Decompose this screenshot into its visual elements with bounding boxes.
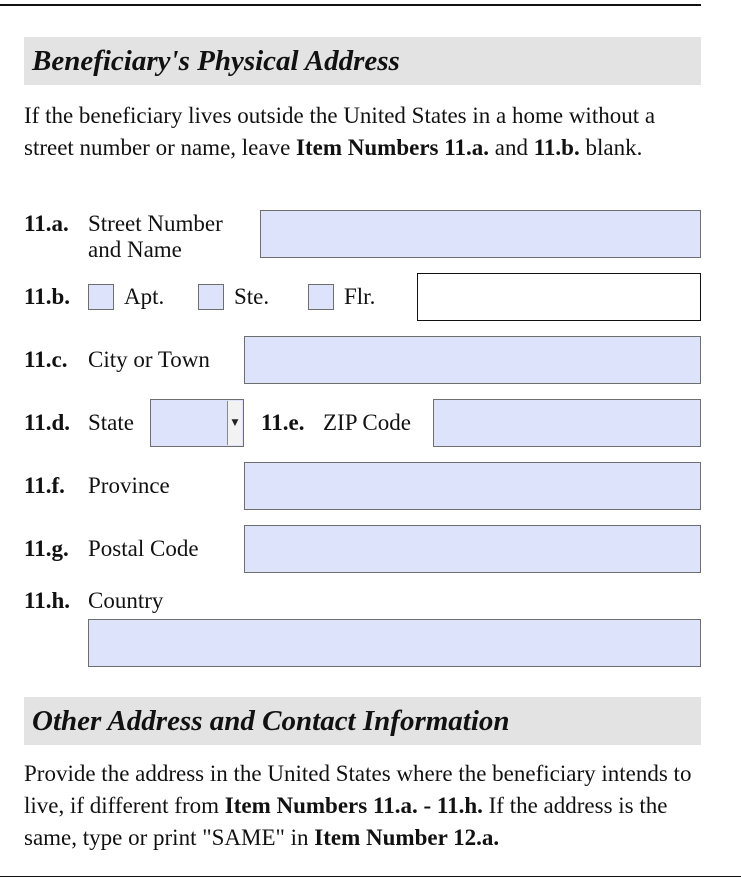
country-input[interactable]: [88, 619, 701, 667]
country-label: Country: [88, 588, 164, 613]
intro-bold-ref: Item Numbers 11.a.: [296, 135, 489, 160]
intro-bold-ref: 11.b.: [533, 135, 580, 160]
intro-text: blank.: [579, 135, 643, 160]
section-header-other-address: [24, 697, 701, 745]
street-number-name-input[interactable]: [260, 210, 701, 258]
dropdown-arrow-icon[interactable]: ▼: [227, 401, 242, 445]
item-number-11c: 11.c.: [24, 347, 68, 372]
section-intro-physical-address: [24, 100, 696, 164]
province-input[interactable]: [244, 462, 701, 510]
item-number-11a: 11.a.: [24, 211, 69, 236]
street-label-line2: and Name: [88, 237, 182, 262]
postal-code-input[interactable]: [244, 525, 701, 573]
city-town-input[interactable]: [244, 336, 701, 384]
item-number-11g: 11.g.: [24, 536, 69, 561]
state-label: State: [88, 410, 134, 435]
intro-text: If the beneficiary lives outside the United States in a home without a street number or name, leave: [24, 103, 656, 160]
street-label-line1: Street Number: [88, 211, 223, 236]
apt-checkbox[interactable]: [88, 284, 114, 310]
section-intro-other-address: [24, 758, 704, 854]
postal-code-label: Postal Code: [88, 536, 199, 561]
item-number-11h: 11.h.: [24, 588, 71, 613]
intro-text: Provide the address in the United States where the beneficiary intends to live, if different from: [24, 761, 692, 818]
item-number-11b: 11.b.: [24, 284, 71, 309]
section-title: Beneficiary's Physical Address: [32, 44, 400, 77]
section-title: Other Address and Contact Information: [32, 704, 510, 737]
province-label: Province: [88, 473, 170, 498]
ste-label: Ste.: [234, 284, 270, 309]
intro-text: If the address is the same, type or print "SAME" in: [24, 793, 668, 850]
bottom-rule: [0, 876, 741, 877]
flr-checkbox[interactable]: [308, 284, 334, 310]
intro-bold-ref: Item Numbers 11.a. - 11.h.: [224, 793, 483, 818]
intro-bold-ref: Item Number 12.a.: [314, 825, 500, 850]
item-number-11e: 11.e.: [261, 410, 305, 435]
top-rule: [0, 4, 701, 6]
zip-code-input[interactable]: [433, 399, 701, 447]
apt-label: Apt.: [124, 284, 165, 309]
item-number-11d: 11.d.: [24, 410, 71, 435]
state-select[interactable]: [150, 399, 244, 447]
item-number-11f: 11.f.: [24, 473, 65, 498]
zip-label: ZIP Code: [323, 410, 411, 435]
flr-label: Flr.: [344, 284, 376, 309]
unit-number-input[interactable]: [417, 273, 701, 321]
intro-text: and: [488, 135, 534, 160]
section-header-physical-address: [24, 37, 701, 85]
city-label: City or Town: [88, 347, 210, 372]
ste-checkbox[interactable]: [198, 284, 224, 310]
